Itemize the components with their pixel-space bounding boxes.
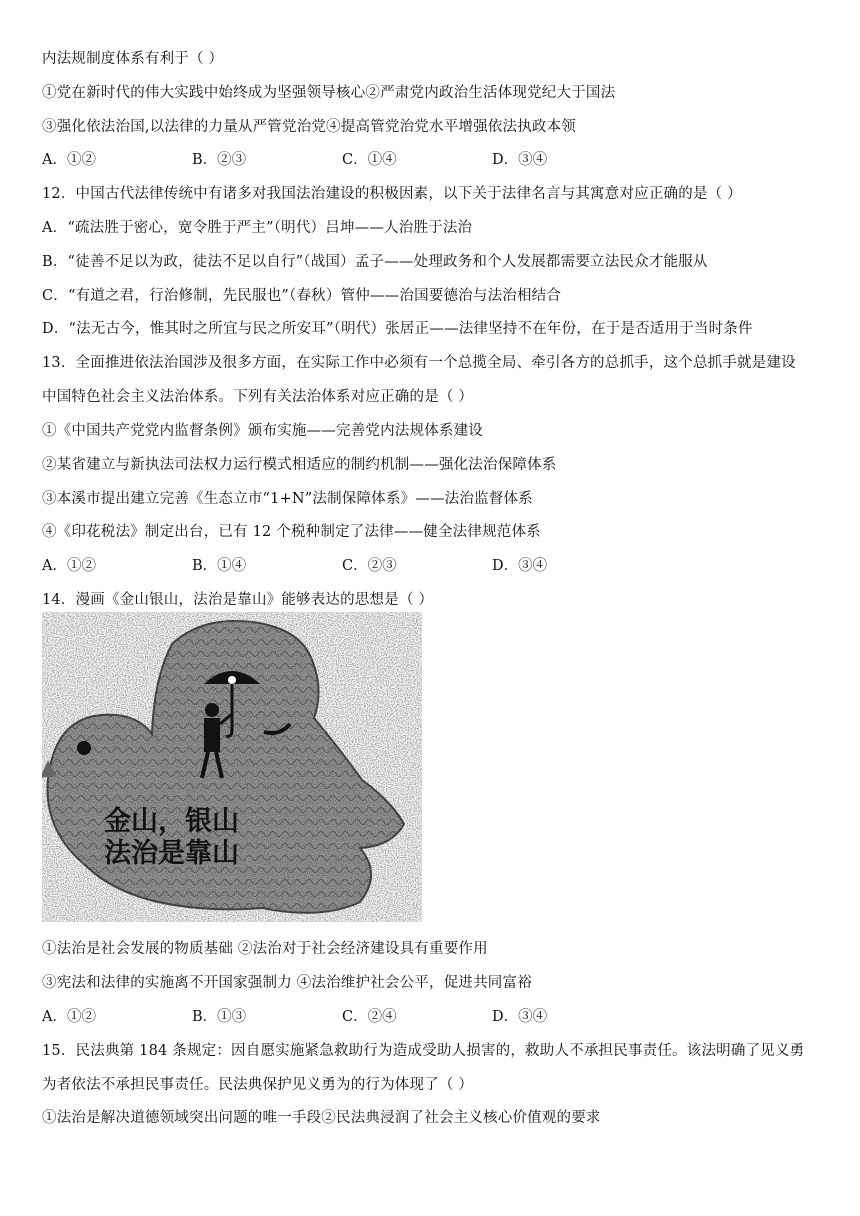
q11-stem-continued: 内法规制度体系有利于（ ）	[42, 51, 224, 67]
q11-statement-3-4: ③强化依法治国,以法律的力量从严管党治党④提高管党治党水平增强依法执政本领	[42, 119, 577, 135]
q14-stem: 14．漫画《金山银山，法治是靠山》能够表达的思想是（ ）	[42, 592, 434, 608]
q11-statement-1-2: ①党在新时代的伟大实践中始终成为坚强领导核心②严肃党内政治生活体现党纪大于国法	[42, 85, 616, 101]
q13-statement-1: ①《中国共产党党内监督条例》颁布实施——完善党内法规体系建设	[42, 423, 483, 439]
q13-statement-3: ③本溪市提出建立完善《生态立市“1+N”法制保障体系》——法治监督体系	[42, 491, 533, 507]
q13-option-c[interactable]: C．②③	[342, 558, 397, 574]
q13-statement-2: ②某省建立与新执法司法权力运行模式相适应的制约机制——强化法治保障体系	[42, 457, 557, 473]
q13-stem-line-1: 13．全面推进依法治国涉及很多方面，在实际工作中必须有一个总揽全局、牵引各方的总抓手，这个总抓手就是建设	[42, 355, 796, 371]
cartoon-caption-line-1: 金山，银山	[104, 806, 239, 837]
q13-option-d[interactable]: D．③④	[492, 558, 548, 574]
q11-options	[42, 150, 662, 170]
q15-stem-line-2: 为者依法不承担民事责任。民法典保护见义勇为的行为体现了（ ）	[42, 1077, 474, 1093]
q12-option-d[interactable]: D．“法无古今，惟其时之所宜与民之所安耳”（明代）张居正——法律坚持不在年份，在于是否适用于当时条件	[42, 321, 753, 337]
q14-option-c[interactable]: C．②④	[342, 1009, 397, 1025]
q12-option-b[interactable]: B．“徒善不足以为政，徒法不足以自行”（战国）孟子——处理政务和个人发展都需要立法民众才能服从	[42, 254, 708, 270]
cartoon-caption-line-2: 法治是靠山	[104, 838, 239, 869]
q11-option-c[interactable]: C．①④	[342, 152, 397, 168]
q11-option-a[interactable]: A．①②	[42, 152, 96, 168]
q14-option-b[interactable]: B．①③	[192, 1009, 247, 1025]
q13-option-a[interactable]: A．①②	[42, 558, 96, 574]
dove-shape	[42, 612, 422, 922]
q13-stem-line-2: 中国特色社会主义法治体系。下列有关法治体系对应正确的是（ ）	[42, 389, 474, 405]
q15-stem-line-1: 15．民法典第 184 条规定：因自愿实施紧急救助行为造成受助人损害的，救助人不承担民事责任。该法明确了见义勇	[42, 1043, 805, 1059]
q11-option-b[interactable]: B．②③	[192, 152, 247, 168]
dove-eye	[77, 741, 91, 755]
cartoon-image	[42, 612, 422, 922]
q12-stem: 12．中国古代法律传统中有诸多对我国法治建设的积极因素，以下关于法律名言与其寓意对应正确的是（ ）	[42, 186, 742, 202]
q12-option-c[interactable]: C．“有道之君，行治修制，先民服也”（春秋）管仲——治国要德治与法治相结合	[42, 288, 562, 304]
q14-statement-1-2: ①法治是社会发展的物质基础 ②法治对于社会经济建设具有重要作用	[42, 941, 488, 957]
q13-statement-4: ④《印花税法》制定出台，已有 12 个税种制定了法律——健全法律规范体系	[42, 524, 541, 540]
q14-option-a[interactable]: A．①②	[42, 1009, 96, 1025]
q13-option-b[interactable]: B．①④	[192, 558, 247, 574]
q15-statement-1-2: ①法治是解决道德领域突出问题的唯一手段②民法典浸润了社会主义核心价值观的要求	[42, 1110, 601, 1126]
q12-option-a[interactable]: A．“疏法胜于密心，宽令胜于严主”（明代）吕坤——人治胜于法治	[42, 220, 473, 236]
q13-options	[42, 556, 662, 576]
q14-option-d[interactable]: D．③④	[492, 1009, 548, 1025]
q11-option-d[interactable]: D．③④	[492, 152, 548, 168]
q14-options	[42, 1007, 662, 1027]
q14-statement-3-4: ③宪法和法律的实施离不开国家强制力 ④法治维护社会公平，促进共同富裕	[42, 975, 532, 991]
